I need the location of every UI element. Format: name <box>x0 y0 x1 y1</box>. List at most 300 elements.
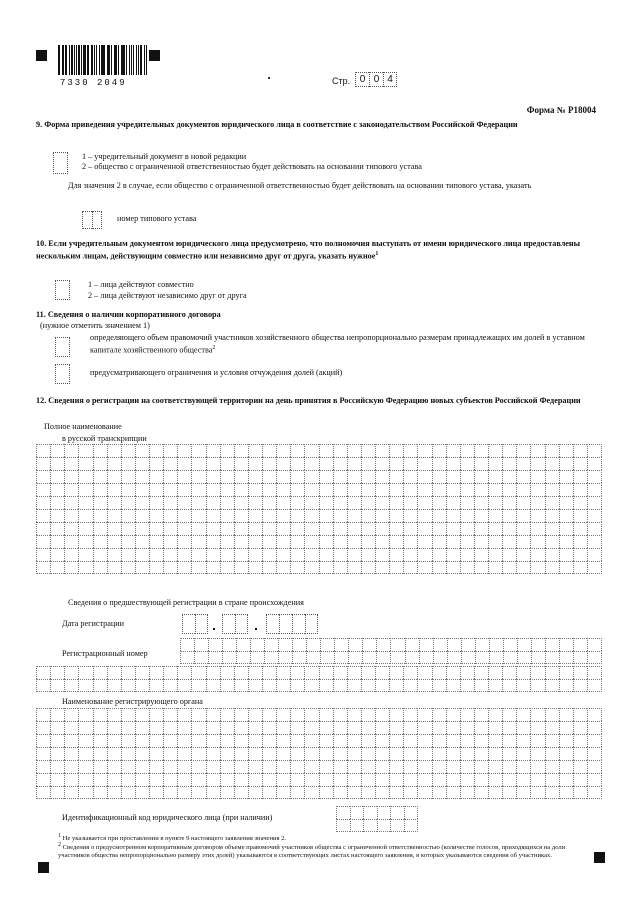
grid-cell[interactable] <box>306 651 320 664</box>
grid-cell[interactable] <box>417 509 431 522</box>
grid-cell[interactable] <box>502 444 516 457</box>
grid-cell[interactable] <box>234 760 248 773</box>
grid-cell[interactable] <box>248 760 262 773</box>
grid-cell[interactable] <box>389 721 403 734</box>
grid-cell[interactable] <box>460 679 474 692</box>
grid-cell[interactable] <box>107 470 121 483</box>
grid-cell[interactable] <box>206 535 220 548</box>
grid-cell[interactable] <box>262 760 276 773</box>
grid-cell[interactable] <box>446 457 460 470</box>
grid-cell[interactable] <box>530 773 544 786</box>
grid-cell[interactable] <box>149 773 163 786</box>
grid-cell[interactable] <box>516 760 530 773</box>
grid-cell[interactable] <box>93 496 107 509</box>
grid-cell[interactable] <box>347 457 361 470</box>
grid-cell[interactable] <box>220 548 234 561</box>
grid-cell[interactable] <box>460 734 474 747</box>
grid-cell[interactable] <box>403 786 417 799</box>
grid-cell[interactable] <box>220 721 234 734</box>
grid-cell[interactable] <box>78 470 92 483</box>
grid-cell[interactable] <box>361 666 375 679</box>
grid-row[interactable] <box>36 734 602 747</box>
grid-cell[interactable] <box>474 786 488 799</box>
grid-cell[interactable] <box>573 747 587 760</box>
grid-cell[interactable] <box>107 760 121 773</box>
grid-cell[interactable] <box>220 708 234 721</box>
grid-cell[interactable] <box>163 561 177 574</box>
grid-row[interactable] <box>336 819 418 832</box>
grid-cell[interactable] <box>50 786 64 799</box>
grid-cell[interactable] <box>319 679 333 692</box>
grid-cell[interactable] <box>234 509 248 522</box>
grid-cell[interactable] <box>234 535 248 548</box>
grid-cell[interactable] <box>530 760 544 773</box>
grid-cell[interactable] <box>559 496 573 509</box>
grid-cell[interactable] <box>107 509 121 522</box>
grid-cell[interactable] <box>304 786 318 799</box>
grid-cell[interactable] <box>333 679 347 692</box>
page-number-field[interactable] <box>355 72 397 87</box>
grid-cell[interactable] <box>417 483 431 496</box>
grid-cell[interactable] <box>347 509 361 522</box>
grid-cell[interactable] <box>319 747 333 760</box>
grid-cell[interactable] <box>375 548 389 561</box>
grid-cell[interactable] <box>460 535 474 548</box>
grid-cell[interactable] <box>502 679 516 692</box>
grid-cell[interactable] <box>163 509 177 522</box>
grid-cell[interactable] <box>234 679 248 692</box>
grid-cell[interactable] <box>432 444 446 457</box>
grid-cell[interactable] <box>177 444 191 457</box>
grid-cell[interactable] <box>64 535 78 548</box>
grid-cell[interactable] <box>559 535 573 548</box>
grid-cell[interactable] <box>488 773 502 786</box>
grid-cell[interactable] <box>333 444 347 457</box>
grid-cell[interactable] <box>587 721 602 734</box>
grid-cell[interactable] <box>248 522 262 535</box>
grid-cell[interactable] <box>460 509 474 522</box>
grid-cell[interactable] <box>474 734 488 747</box>
grid-cell[interactable] <box>333 666 347 679</box>
grid-cell[interactable] <box>417 760 431 773</box>
grid-cell[interactable] <box>446 708 460 721</box>
grid-cell[interactable] <box>347 747 361 760</box>
grid-cell[interactable] <box>319 483 333 496</box>
grid-cell[interactable] <box>460 444 474 457</box>
grid-cell[interactable] <box>389 760 403 773</box>
grid-cell[interactable] <box>460 470 474 483</box>
grid-cell[interactable] <box>516 561 530 574</box>
grid-cell[interactable] <box>587 457 602 470</box>
grid-cell[interactable] <box>361 522 375 535</box>
grid-cell[interactable] <box>121 786 135 799</box>
grid-cell[interactable] <box>502 535 516 548</box>
grid-cell[interactable] <box>93 773 107 786</box>
grid-cell[interactable] <box>474 470 488 483</box>
grid-cell[interactable] <box>530 734 544 747</box>
grid-cell[interactable] <box>135 773 149 786</box>
grid-cell[interactable] <box>530 721 544 734</box>
grid-cell[interactable] <box>234 548 248 561</box>
grid-cell[interactable] <box>361 496 375 509</box>
grid-cell[interactable] <box>163 522 177 535</box>
grid-cell[interactable] <box>502 708 516 721</box>
grid-cell[interactable] <box>149 457 163 470</box>
grid-cell[interactable] <box>194 651 208 664</box>
grid-cell[interactable] <box>191 773 205 786</box>
grid-cell[interactable] <box>78 457 92 470</box>
grid-cell[interactable] <box>389 457 403 470</box>
grid-cell[interactable] <box>163 734 177 747</box>
grid-cell[interactable] <box>93 734 107 747</box>
grid-cell[interactable] <box>334 638 348 651</box>
grid-cell[interactable] <box>432 496 446 509</box>
grid-cell[interactable] <box>121 457 135 470</box>
grid-cell[interactable] <box>64 760 78 773</box>
grid-cell[interactable] <box>417 679 431 692</box>
grid-cell[interactable] <box>234 457 248 470</box>
grid-cell[interactable] <box>446 760 460 773</box>
grid-cell[interactable] <box>573 522 587 535</box>
grid-cell[interactable] <box>234 444 248 457</box>
grid-cell[interactable] <box>319 708 333 721</box>
grid-cell[interactable] <box>191 679 205 692</box>
grid-cell[interactable] <box>403 721 417 734</box>
grid-cell[interactable] <box>516 457 530 470</box>
grid-cell[interactable] <box>177 666 191 679</box>
grid-cell[interactable] <box>180 651 194 664</box>
grid-cell[interactable] <box>432 721 446 734</box>
grid-cell[interactable] <box>432 470 446 483</box>
grid-cell[interactable] <box>290 509 304 522</box>
grid-cell[interactable] <box>389 734 403 747</box>
grid-cell[interactable] <box>276 760 290 773</box>
grid-cell[interactable] <box>206 721 220 734</box>
grid-cell[interactable] <box>191 470 205 483</box>
grid-cell[interactable] <box>121 561 135 574</box>
grid-cell[interactable] <box>121 760 135 773</box>
corporate-agreement-checkbox-1[interactable] <box>55 337 70 357</box>
grid-cell[interactable] <box>417 773 431 786</box>
grid-cell[interactable] <box>375 679 389 692</box>
grid-cell[interactable] <box>36 483 50 496</box>
grid-cell[interactable] <box>276 561 290 574</box>
grid-cell[interactable] <box>304 760 318 773</box>
grid-cell[interactable] <box>417 708 431 721</box>
grid-cell[interactable] <box>389 708 403 721</box>
grid-cell[interactable] <box>460 786 474 799</box>
grid-cell[interactable] <box>460 666 474 679</box>
grid-cell[interactable] <box>375 444 389 457</box>
grid-cell[interactable] <box>206 734 220 747</box>
grid-row[interactable] <box>36 679 602 692</box>
grid-cell[interactable] <box>262 561 276 574</box>
grid-cell[interactable] <box>206 773 220 786</box>
grid-cell[interactable] <box>417 561 431 574</box>
grid-cell[interactable] <box>502 483 516 496</box>
grid-cell[interactable] <box>516 509 530 522</box>
grid-cell[interactable] <box>559 483 573 496</box>
grid-cell[interactable] <box>93 721 107 734</box>
grid-cell[interactable] <box>545 548 559 561</box>
grid-cell[interactable] <box>503 651 517 664</box>
grid-cell[interactable] <box>573 651 587 664</box>
grid-cell[interactable] <box>50 470 64 483</box>
grid-cell[interactable] <box>333 708 347 721</box>
grid-cell[interactable] <box>347 470 361 483</box>
grid-cell[interactable] <box>93 708 107 721</box>
grid-cell[interactable] <box>460 457 474 470</box>
grid-cell[interactable] <box>36 773 50 786</box>
grid-cell[interactable] <box>220 496 234 509</box>
grid-cell[interactable] <box>250 638 264 651</box>
grid-cell[interactable] <box>587 522 602 535</box>
grid-cell[interactable] <box>502 773 516 786</box>
grid-cell[interactable] <box>502 666 516 679</box>
grid-cell[interactable] <box>93 470 107 483</box>
grid-cell[interactable] <box>375 535 389 548</box>
grid-cell[interactable] <box>446 444 460 457</box>
grid-cell[interactable] <box>191 496 205 509</box>
grid-cell[interactable] <box>347 734 361 747</box>
grid-cell[interactable] <box>347 773 361 786</box>
grid-cell[interactable] <box>461 638 475 651</box>
grid-cell[interactable] <box>234 666 248 679</box>
grid-cell[interactable] <box>236 651 250 664</box>
section-10-checkbox[interactable] <box>55 280 70 300</box>
grid-cell[interactable] <box>545 651 559 664</box>
grid-cell[interactable] <box>107 444 121 457</box>
grid-cell[interactable] <box>64 470 78 483</box>
grid-cell[interactable] <box>191 548 205 561</box>
grid-cell[interactable] <box>135 496 149 509</box>
grid-row[interactable] <box>36 509 602 522</box>
grid-cell[interactable] <box>177 734 191 747</box>
grid-cell[interactable] <box>64 747 78 760</box>
grid-cell[interactable] <box>545 561 559 574</box>
grid-cell[interactable] <box>64 509 78 522</box>
grid-cell[interactable] <box>107 734 121 747</box>
grid-cell[interactable] <box>290 522 304 535</box>
grid-cell[interactable] <box>417 548 431 561</box>
grid-cell[interactable] <box>375 666 389 679</box>
grid-cell[interactable] <box>262 786 276 799</box>
ident-code-grid[interactable] <box>336 806 418 832</box>
grid-cell[interactable] <box>516 679 530 692</box>
grid-cell[interactable] <box>573 638 587 651</box>
grid-cell[interactable] <box>545 786 559 799</box>
grid-cell[interactable] <box>417 457 431 470</box>
grid-cell[interactable] <box>530 444 544 457</box>
grid-cell[interactable] <box>262 773 276 786</box>
grid-cell[interactable] <box>290 535 304 548</box>
registration-year-field[interactable] <box>266 614 318 634</box>
grid-cell[interactable] <box>93 786 107 799</box>
grid-row[interactable] <box>36 666 602 679</box>
grid-cell[interactable] <box>304 470 318 483</box>
grid-cell[interactable] <box>350 806 364 819</box>
grid-cell[interactable] <box>78 548 92 561</box>
grid-cell[interactable] <box>333 773 347 786</box>
grid-cell[interactable] <box>107 786 121 799</box>
grid-cell[interactable] <box>460 522 474 535</box>
grid-cell[interactable] <box>177 561 191 574</box>
grid-cell[interactable] <box>78 760 92 773</box>
grid-cell[interactable] <box>78 734 92 747</box>
grid-cell[interactable] <box>516 734 530 747</box>
grid-cell[interactable] <box>474 496 488 509</box>
grid-cell[interactable] <box>93 509 107 522</box>
grid-cell[interactable] <box>361 444 375 457</box>
grid-cell[interactable] <box>36 561 50 574</box>
grid-cell[interactable] <box>545 679 559 692</box>
grid-cell[interactable] <box>36 747 50 760</box>
grid-cell[interactable] <box>194 638 208 651</box>
grid-cell[interactable] <box>50 773 64 786</box>
corporate-agreement-checkbox-2[interactable] <box>55 364 70 384</box>
grid-cell[interactable] <box>177 747 191 760</box>
grid-cell[interactable] <box>319 470 333 483</box>
grid-cell[interactable] <box>64 773 78 786</box>
grid-cell[interactable] <box>460 483 474 496</box>
grid-cell[interactable] <box>404 806 419 819</box>
grid-cell[interactable] <box>460 496 474 509</box>
grid-cell[interactable] <box>206 747 220 760</box>
grid-cell[interactable] <box>234 522 248 535</box>
grid-cell[interactable] <box>403 773 417 786</box>
grid-cell[interactable] <box>362 651 376 664</box>
grid-cell[interactable] <box>234 786 248 799</box>
grid-cell[interactable] <box>502 747 516 760</box>
grid-cell[interactable] <box>488 470 502 483</box>
grid-cell[interactable] <box>502 721 516 734</box>
grid-cell[interactable] <box>149 721 163 734</box>
grid-cell[interactable] <box>488 734 502 747</box>
grid-cell[interactable] <box>276 747 290 760</box>
grid-cell[interactable] <box>474 548 488 561</box>
grid-cell[interactable] <box>248 483 262 496</box>
grid-cell[interactable] <box>163 496 177 509</box>
grid-cell[interactable] <box>545 535 559 548</box>
grid-cell[interactable] <box>262 721 276 734</box>
grid-cell[interactable] <box>121 747 135 760</box>
grid-cell[interactable] <box>36 708 50 721</box>
grid-cell[interactable] <box>347 561 361 574</box>
grid-cell[interactable] <box>222 638 236 651</box>
grid-cell[interactable] <box>488 666 502 679</box>
grid-cell[interactable] <box>262 747 276 760</box>
grid-cell[interactable] <box>333 509 347 522</box>
grid-cell[interactable] <box>319 496 333 509</box>
grid-cell[interactable] <box>389 522 403 535</box>
grid-cell[interactable] <box>262 666 276 679</box>
grid-cell[interactable] <box>419 651 433 664</box>
grid-cell[interactable] <box>433 638 447 651</box>
grid-cell[interactable] <box>262 548 276 561</box>
grid-row[interactable] <box>36 548 602 561</box>
date-year-digit[interactable] <box>305 614 318 634</box>
grid-cell[interactable] <box>78 496 92 509</box>
grid-cell[interactable] <box>78 561 92 574</box>
grid-cell[interactable] <box>517 651 531 664</box>
grid-cell[interactable] <box>177 470 191 483</box>
grid-cell[interactable] <box>403 760 417 773</box>
grid-cell[interactable] <box>234 773 248 786</box>
grid-cell[interactable] <box>587 734 602 747</box>
grid-cell[interactable] <box>304 444 318 457</box>
grid-cell[interactable] <box>121 509 135 522</box>
grid-cell[interactable] <box>559 666 573 679</box>
grid-cell[interactable] <box>361 786 375 799</box>
charter-number-field[interactable] <box>82 211 102 229</box>
grid-cell[interactable] <box>50 721 64 734</box>
grid-cell[interactable] <box>107 679 121 692</box>
grid-cell[interactable] <box>50 666 64 679</box>
grid-cell[interactable] <box>350 819 364 832</box>
grid-cell[interactable] <box>545 747 559 760</box>
grid-cell[interactable] <box>403 483 417 496</box>
grid-cell[interactable] <box>234 747 248 760</box>
page-digit[interactable]: 4 <box>383 72 397 87</box>
grid-cell[interactable] <box>363 819 377 832</box>
date-year-digit[interactable] <box>266 614 279 634</box>
grid-cell[interactable] <box>377 806 391 819</box>
grid-cell[interactable] <box>320 638 334 651</box>
grid-cell[interactable] <box>545 773 559 786</box>
grid-cell[interactable] <box>488 496 502 509</box>
grid-cell[interactable] <box>292 651 306 664</box>
grid-cell[interactable] <box>432 457 446 470</box>
grid-cell[interactable] <box>503 638 517 651</box>
grid-cell[interactable] <box>573 773 587 786</box>
grid-cell[interactable] <box>220 522 234 535</box>
grid-cell[interactable] <box>93 666 107 679</box>
grid-cell[interactable] <box>545 509 559 522</box>
grid-cell[interactable] <box>304 721 318 734</box>
grid-cell[interactable] <box>319 548 333 561</box>
grid-cell[interactable] <box>531 638 545 651</box>
grid-cell[interactable] <box>573 734 587 747</box>
grid-cell[interactable] <box>389 548 403 561</box>
grid-cell[interactable] <box>206 496 220 509</box>
grid-cell[interactable] <box>502 509 516 522</box>
grid-cell[interactable] <box>36 666 50 679</box>
grid-cell[interactable] <box>545 721 559 734</box>
grid-cell[interactable] <box>78 522 92 535</box>
grid-cell[interactable] <box>206 561 220 574</box>
grid-cell[interactable] <box>474 666 488 679</box>
grid-cell[interactable] <box>107 483 121 496</box>
grid-cell[interactable] <box>460 747 474 760</box>
grid-row[interactable] <box>36 444 602 457</box>
grid-cell[interactable] <box>545 734 559 747</box>
grid-cell[interactable] <box>276 509 290 522</box>
grid-cell[interactable] <box>502 786 516 799</box>
grid-cell[interactable] <box>135 760 149 773</box>
grid-cell[interactable] <box>516 483 530 496</box>
grid-cell[interactable] <box>363 806 377 819</box>
grid-cell[interactable] <box>375 470 389 483</box>
grid-cell[interactable] <box>333 548 347 561</box>
grid-cell[interactable] <box>121 522 135 535</box>
grid-cell[interactable] <box>417 444 431 457</box>
grid-cell[interactable] <box>403 561 417 574</box>
grid-cell[interactable] <box>559 760 573 773</box>
grid-cell[interactable] <box>191 444 205 457</box>
grid-cell[interactable] <box>559 561 573 574</box>
grid-cell[interactable] <box>474 561 488 574</box>
grid-cell[interactable] <box>121 496 135 509</box>
